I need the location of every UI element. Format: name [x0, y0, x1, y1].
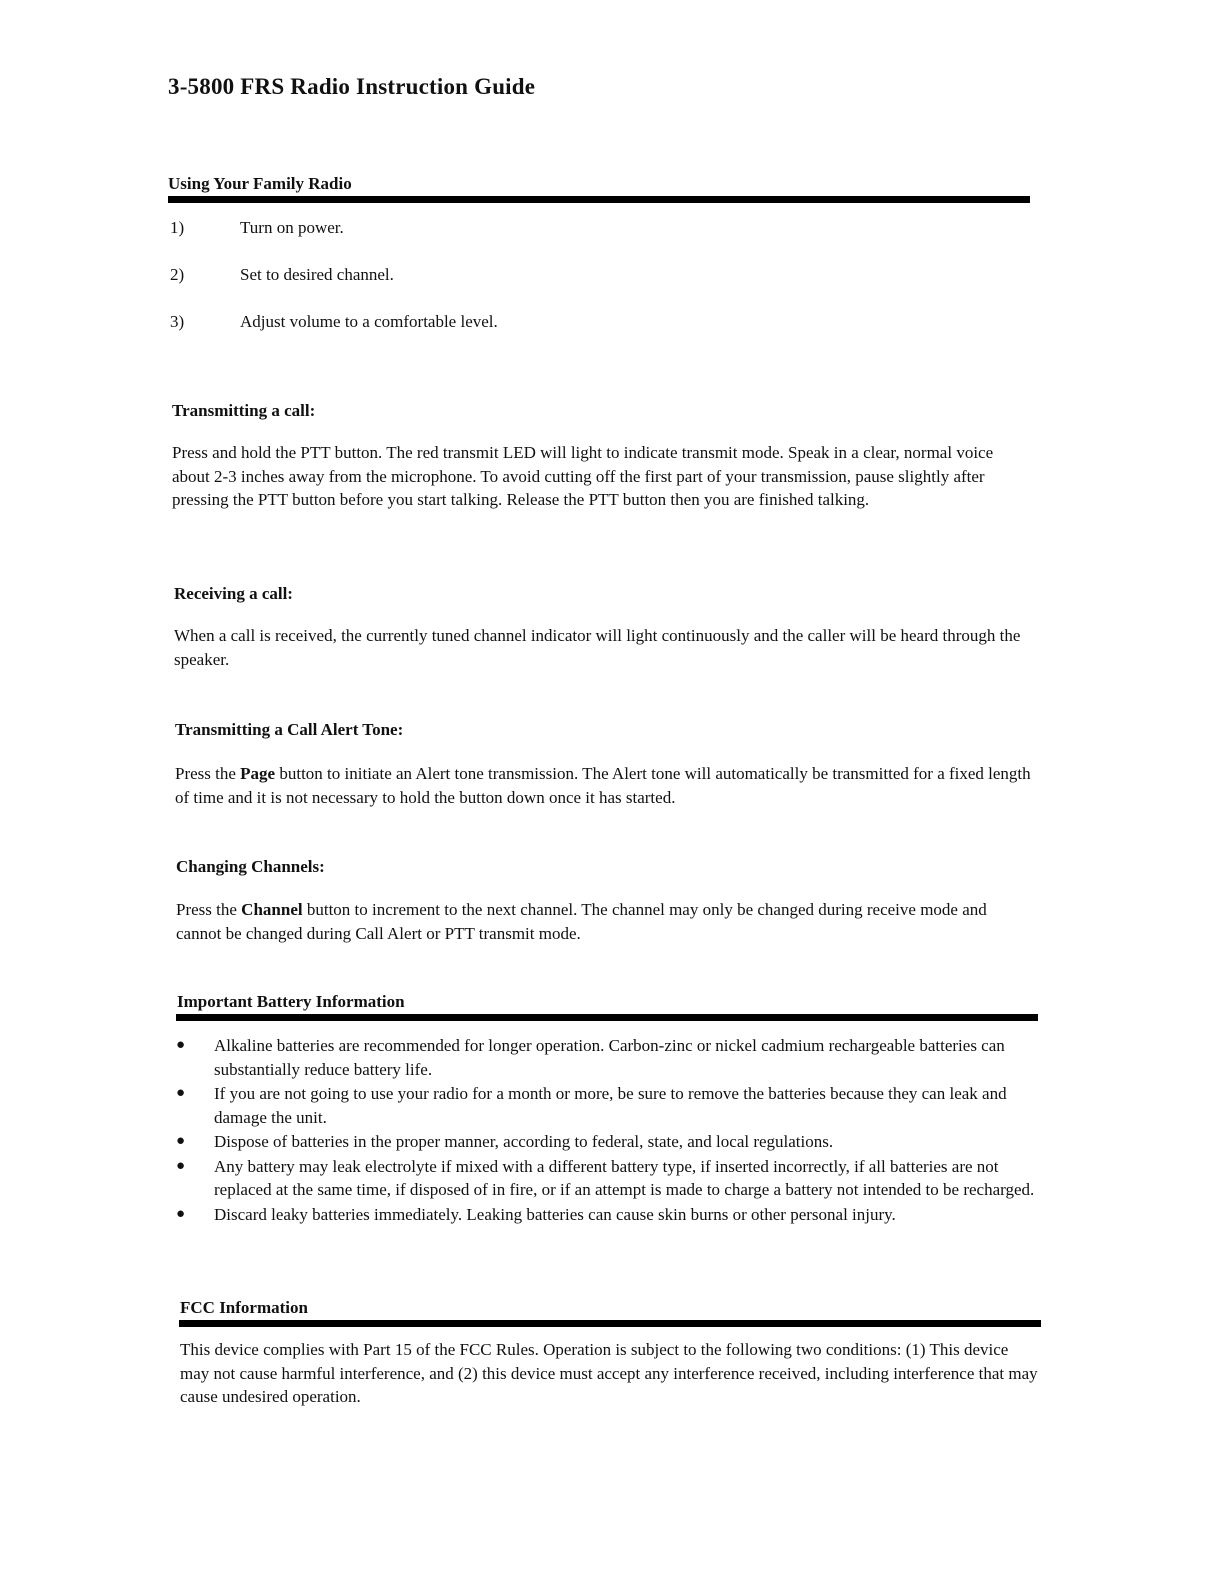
- bullet-icon: ●: [176, 1133, 186, 1149]
- step-number: 2): [170, 265, 185, 284]
- bullet-icon: ●: [176, 1205, 186, 1222]
- subheading-transmitting: Transmitting a call:: [172, 401, 316, 420]
- subheading-call-alert: Transmitting a Call Alert Tone:: [175, 720, 404, 739]
- steps-list: [170, 218, 498, 359]
- subheading-changing-channels: Changing Channels:: [176, 857, 325, 876]
- section-heading-fcc: FCC Information: [180, 1298, 308, 1317]
- list-item: [176, 1155, 1046, 1202]
- section-heading-using-radio: Using Your Family Radio: [168, 174, 352, 193]
- list-item: [170, 265, 498, 312]
- document-title: 3-5800 FRS Radio Instruction Guide: [168, 74, 536, 99]
- bullet-icon: ●: [176, 1085, 186, 1101]
- section-rule: [179, 1320, 1041, 1327]
- step-text: Set to desired channel.: [240, 265, 394, 284]
- bullet-text: Discard leaky batteries immediately. Leaking batteries can cause skin burns or other personal injury.: [214, 1204, 896, 1224]
- bullet-text: Dispose of batteries in the proper manner, according to federal, state, and local regulations.: [214, 1132, 834, 1151]
- bullet-icon: ●: [176, 1157, 186, 1174]
- list-item: [176, 1082, 1046, 1129]
- paragraph-changing-channels: Press the Channel button to increment to the next channel. The channel may only be changed during receive mode and cannot be changed during Call Alert or PTT transmit mode.: [176, 900, 987, 943]
- section-heading-battery: Important Battery Information: [177, 992, 405, 1011]
- list-item: [170, 218, 498, 265]
- list-item: [176, 1034, 1046, 1081]
- step-number: 1): [170, 218, 185, 237]
- bullet-icon: ●: [176, 1037, 186, 1053]
- list-item: [170, 312, 498, 359]
- battery-bullet-list: [176, 1034, 1046, 1227]
- paragraph-transmitting: Press and hold the PTT button. The red transmit LED will light to indicate transmit mode. Speak in a clear, normal voice about 2-3 inches away from the microphone. To avoid cutting off the first part of your transmission, pause slightly after pressing the PTT button before you start talking. Release the PTT button then you are finished talking.: [172, 443, 994, 509]
- list-item: [176, 1130, 1046, 1154]
- paragraph-call-alert: Press the Page button to initiate an Alert tone transmission. The Alert tone will automatically be transmitted for a fixed length of time and it is not necessary to hold the button down once it has started.: [175, 764, 1031, 807]
- section-rule: [168, 196, 1030, 203]
- subheading-receiving: Receiving a call:: [174, 584, 293, 603]
- paragraph-receiving: When a call is received, the currently tuned channel indicator will light continuously and the caller will be heard through the speaker.: [174, 626, 1021, 669]
- bullet-text: If you are not going to use your radio for a month or more, be sure to remove the batteries because they can leak and damage the unit.: [214, 1084, 1007, 1127]
- page-button-label: Page: [240, 764, 276, 783]
- channel-button-label: Channel: [241, 900, 303, 919]
- step-number: 3): [170, 312, 185, 331]
- bullet-text: Any battery may leak electrolyte if mixed with a different battery type, if inserted incorrectly, if all batteries are not replaced at the same time, if disposed of in fire, or if an attempt is made to charge a battery not intended to be recharged.: [214, 1156, 1035, 1199]
- section-rule: [176, 1014, 1038, 1021]
- bullet-text: Alkaline batteries are recommended for longer operation. Carbon-zinc or nickel cadmium rechargeable batteries can substantially reduce battery life.: [214, 1036, 1005, 1079]
- list-item: [176, 1203, 1046, 1227]
- step-text: Turn on power.: [240, 218, 344, 237]
- step-text: Adjust volume to a comfortable level.: [240, 312, 498, 331]
- paragraph-fcc: This device complies with Part 15 of the FCC Rules. Operation is subject to the following two conditions: (1) This device may not cause harmful interference, and (2) this device must accept any interference received, including interference that may cause undesired operation.: [180, 1340, 1038, 1406]
